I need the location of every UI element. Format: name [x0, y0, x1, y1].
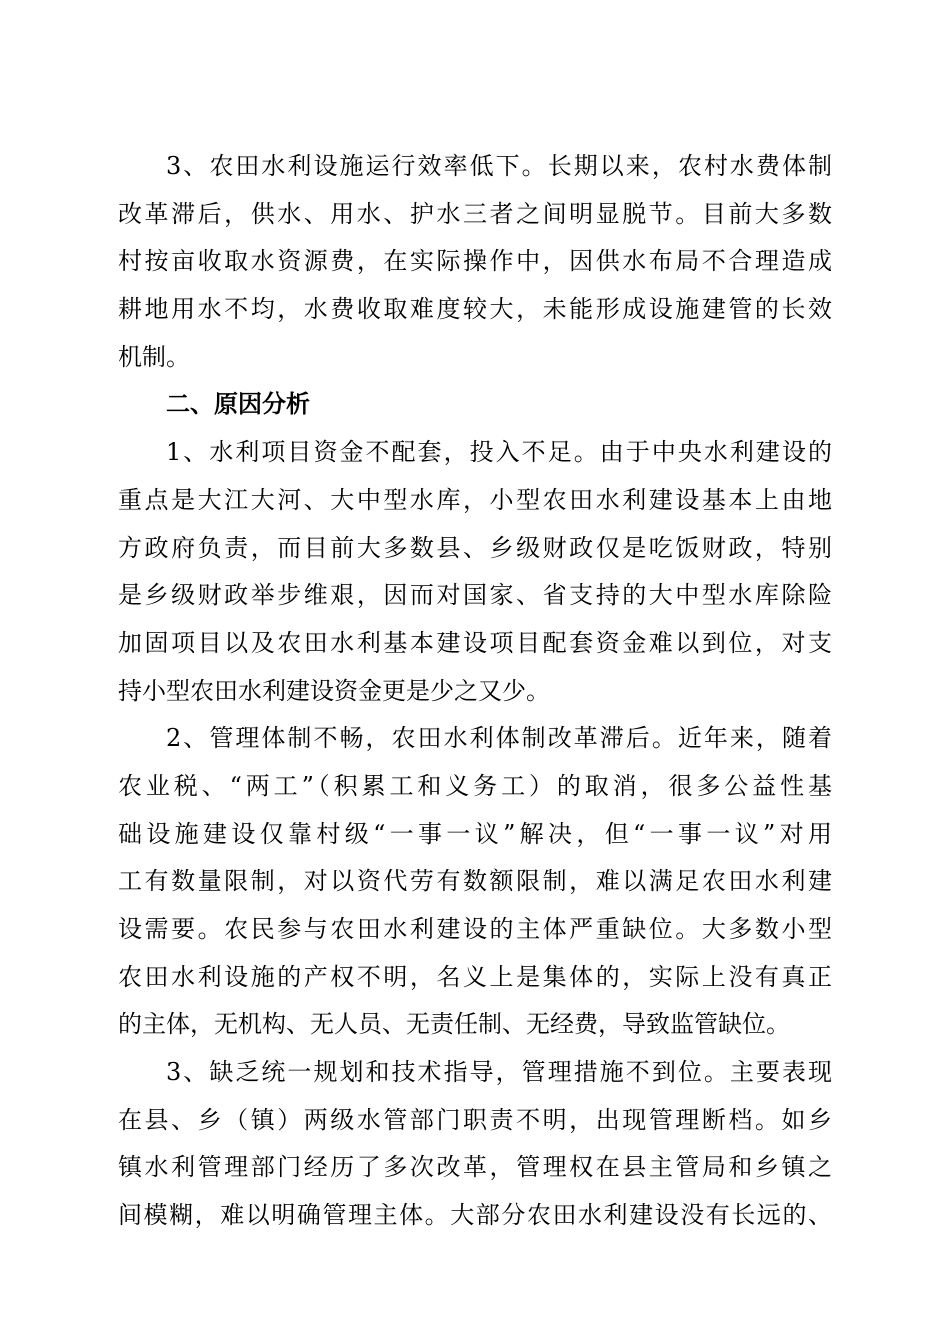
paragraph-line: 设需要。农民参与农田水利建设的主体严重缺位。大多数小型	[118, 915, 832, 943]
paragraph-1	[118, 143, 832, 381]
section-heading: 二、原因分析	[166, 390, 310, 419]
paragraph-3	[118, 715, 832, 1049]
paragraph-line: 镇水利管理部门经历了多次改革，管理权在县主管局和乡镇之	[118, 1153, 832, 1182]
paragraph-line: 3、农田水利设施运行效率低下。长期以来，农村水费体制	[166, 152, 832, 180]
paragraph-line: 间模糊，难以明确管理主体。大部分农田水利建设没有长远的、	[118, 1201, 832, 1230]
paragraph-line: 持小型农田水利建设资金更是少之又少。	[118, 676, 550, 705]
paragraph-line: 农田水利设施的产权不明，名义上是集体的，实际上没有真正	[118, 962, 832, 991]
paragraph-line: 3、缺乏统一规划和技术指导，管理措施不到位。主要表现	[166, 1058, 832, 1087]
paragraph-line: 方政府负责，而目前大多数县、乡级财政仅是吃饭财政，特别	[118, 533, 832, 562]
paragraph-line: 工有数量限制，对以资代劳有数额限制，难以满足农田水利建	[118, 867, 832, 896]
paragraph-line: 2、管理体制不畅，农田水利体制改革滞后。近年来，随着	[166, 724, 832, 753]
paragraph-line: 改革滞后，供水、用水、护水三者之间明显脱节。目前大多数	[118, 199, 832, 228]
paragraph-line: 是乡级财政举步维艰，因而对国家、省支持的大中型水库除险	[118, 581, 832, 610]
paragraph-line: 农业税、“两工”（积累工和义务工）的取消，很多公益性基	[118, 771, 832, 800]
paragraph-line: 重点是大江大河、大中型水库，小型农田水利建设基本上由地	[118, 485, 832, 514]
paragraph-4	[118, 1049, 832, 1240]
paragraph-line: 加固项目以及农田水利基本建设项目配套资金难以到位，对支	[118, 628, 832, 657]
paragraph-line: 机制。	[118, 342, 190, 371]
paragraph-2	[118, 429, 832, 715]
paragraph-line: 的主体，无机构、无人员、无责任制、无经费，导致监管缺位。	[118, 1010, 790, 1039]
paragraph-line: 在县、乡（镇）两级水管部门职责不明，出现管理断档。如乡	[118, 1105, 832, 1134]
paragraph-line: 础设施建设仅靠村级“一事一议”解决，但“一事一议”对用	[118, 819, 832, 848]
paragraph-line: 耕地用水不均，水费收取难度较大，未能形成设施建管的长效	[118, 295, 832, 324]
paragraph-line: 1、水利项目资金不配套，投入不足。由于中央水利建设的	[166, 438, 832, 467]
document-body	[118, 143, 832, 1240]
paragraph-line: 村按亩收取水资源费，在实际操作中，因供水布局不合理造成	[118, 247, 832, 276]
